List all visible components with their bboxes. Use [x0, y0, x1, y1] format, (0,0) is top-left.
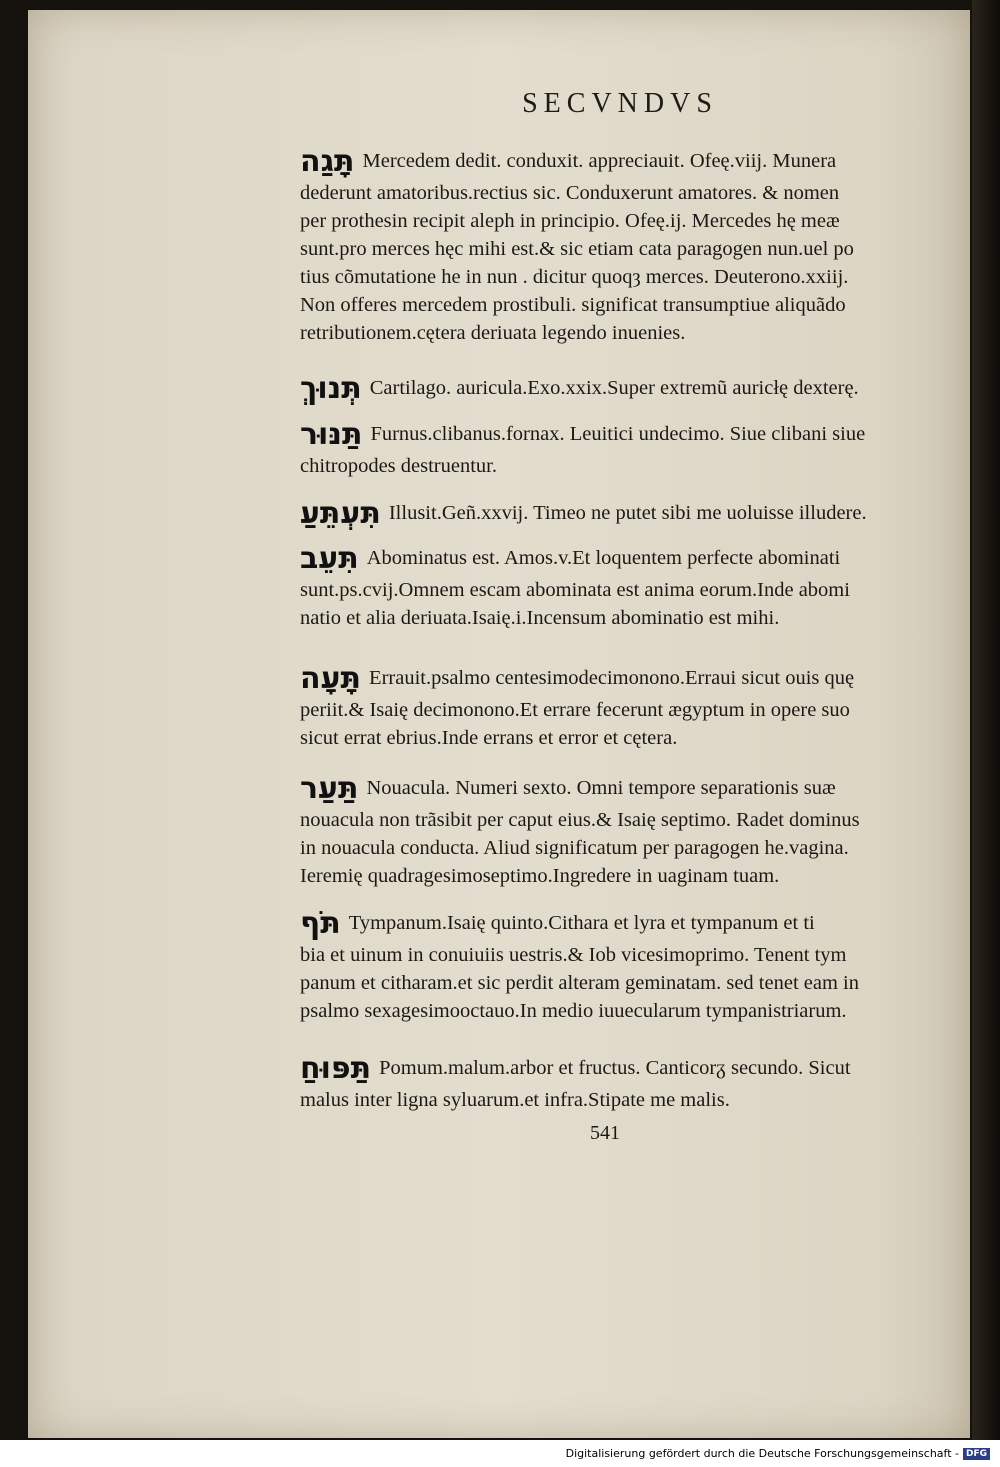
book-gutter — [972, 0, 1000, 1440]
entry-text-line: sicut errat ebrius.Inde errans et error et cętera. — [300, 727, 678, 749]
dictionary-entry — [300, 1050, 940, 1114]
hebrew-headword: תִּעְתֵּעַ — [300, 495, 381, 531]
entry-gloss: Illusit.Geñ.xxvij. Timeo ne putet sibi me uoluisse illudere. — [388, 501, 867, 524]
hebrew-headword: תְּנוּךְ — [300, 370, 362, 406]
entry-text-line: nouacula non trãsibit per caput eius.& Isaię septimo. Radet dominus — [300, 809, 860, 831]
hebrew-headword: תִּעֵב — [300, 540, 359, 576]
entry-text-line: psalmo sexagesimooctauo.In medio iuuecularum tympanistriarum. — [300, 1000, 847, 1022]
entry-text-line: periit.& Isaię decimonono.Et errare fecerunt ægyptum in opere suo — [300, 699, 850, 721]
entry-gloss: Errauit.psalmo centesimodecimonono.Erraui sicut ouis quę — [369, 666, 855, 689]
entry-text-line: chitropodes destruentur. — [300, 455, 497, 477]
entry-gloss: Tympanum.Isaię quinto.Cithara et lyra et tympanum et ti — [348, 911, 815, 934]
page-number: 541 — [590, 1122, 620, 1144]
hebrew-headword: תַּפּוּחַ — [300, 1050, 372, 1086]
entry-text-line: natio et alia deriuata.Isaię.i.Incensum abominatio est mihi. — [300, 607, 780, 629]
entry-gloss: Mercedem dedit. conduxit. appreciauit. Ofeę.viij. Munera — [362, 149, 837, 172]
entry-first-line — [300, 416, 940, 452]
entry-gloss: Cartilago. auricula.Exo.xxix.Super extremũ auricłę dexterę. — [369, 376, 859, 399]
entry-first-line — [300, 1050, 940, 1086]
dictionary-entry — [300, 143, 940, 347]
entry-gloss: Furnus.clibanus.fornax. Leuitici undecimo. Siue clibani siue — [370, 422, 866, 445]
entry-first-line — [300, 370, 940, 406]
hebrew-headword: תֹּף — [300, 905, 341, 941]
hebrew-headword: תָּעָה — [300, 660, 362, 696]
entry-gloss: Nouacula. Numeri sexto. Omni tempore separationis suæ — [366, 776, 836, 799]
entry-first-line — [300, 495, 940, 531]
dictionary-entry — [300, 770, 940, 890]
entry-text-line: malus inter ligna syluarum.et infra.Stipate me malis. — [300, 1089, 730, 1111]
entry-text-line: tius cõmutatione he in nun . dicitur quoqȝ merces. Deuterono.xxiij. — [300, 266, 849, 288]
entry-text-line: Ieremię quadragesimoseptimo.Ingredere in uaginam tuam. — [300, 865, 780, 887]
entry-text-line: bia et uinum in conuiuiis uestris.& Iob vicesimoprimo. Tenent tym — [300, 944, 847, 966]
footer-bar — [0, 1440, 1000, 1467]
running-head: SECVNDVS — [522, 88, 718, 119]
entry-gloss: Pomum.malum.arbor et fructus. Canticorᵹ secundo. Sicut — [379, 1056, 851, 1079]
entry-text-line: sunt.pro merces hęc mihi est.& sic etiam cata paragogen nun.uel po — [300, 238, 854, 260]
entry-first-line — [300, 905, 940, 941]
entry-text-line: in nouacula conducta. Aliud significatum per paragogen he.vagina. — [300, 837, 849, 859]
dfg-logo: DFG — [963, 1448, 990, 1460]
hebrew-headword: תַּנּוּר — [300, 416, 363, 452]
entry-first-line — [300, 770, 940, 806]
dictionary-entry — [300, 370, 940, 406]
entry-text-line: panum et citharam.et sic perdit alteram geminatam. sed tenet eam in — [300, 972, 859, 994]
dictionary-entry — [300, 905, 940, 1025]
entry-first-line — [300, 143, 940, 179]
entry-text-line: per prothesin recipit aleph in principio. Ofeę.ij. Mercedes hę meæ — [300, 210, 840, 232]
entry-text-line: retributionem.cętera deriuata legendo inuenies. — [300, 322, 686, 344]
hebrew-headword: תַּעַר — [300, 770, 359, 806]
entry-gloss: Abominatus est. Amos.v.Et loquentem perfecte abominati — [366, 546, 841, 569]
dictionary-entry — [300, 540, 940, 632]
entry-text-line: Non offeres mercedem prostibuli. significat transumptiue aliquãdo — [300, 294, 846, 316]
dictionary-entry — [300, 495, 940, 531]
entry-text-line: dederunt amatoribus.rectius sic. Conduxerunt amatores. & nomen — [300, 182, 840, 204]
entry-first-line — [300, 660, 940, 696]
dictionary-entry — [300, 660, 940, 752]
footer-credit: Digitalisierung gefördert durch die Deutsche Forschungsgemeinschaft - — [565, 1447, 959, 1460]
dictionary-entry — [300, 416, 940, 480]
entry-text-line: sunt.ps.cvij.Omnem escam abominata est anima eorum.Inde abomi — [300, 579, 850, 601]
entry-first-line — [300, 540, 940, 576]
hebrew-headword: תָּגַה — [300, 143, 355, 179]
